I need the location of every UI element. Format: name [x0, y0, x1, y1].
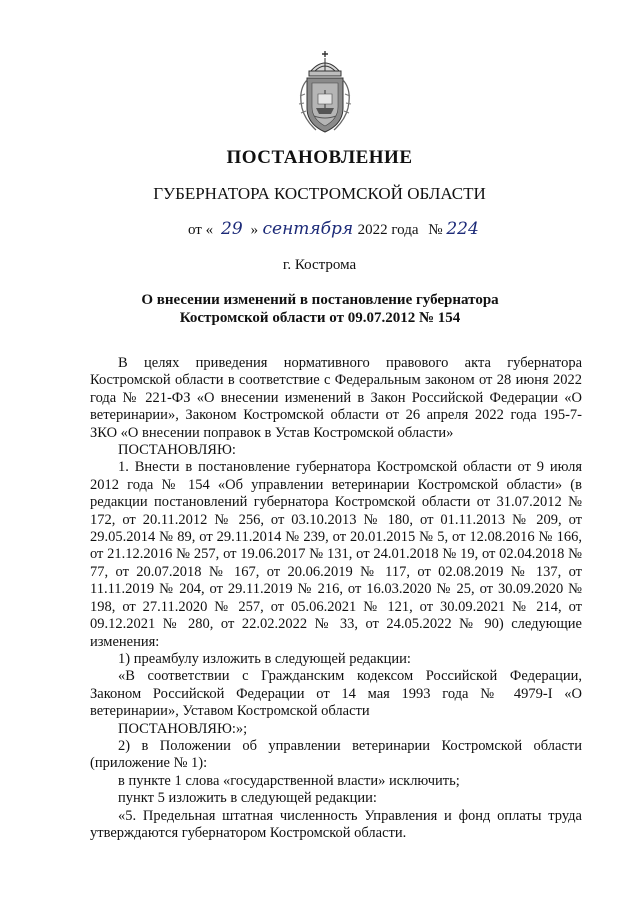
document-title: ПОСТАНОВЛЕНИЕ	[226, 147, 413, 168]
heading-line-2: Костромской области от 09.07.2012 № 154	[179, 310, 461, 326]
body-paragraph: В целях приведения нормативного правового акта губернатора Костромской области в соответствие с Федеральным законом от 28 июня 2022 года № 221-ФЗ «О внесении изменений в Закон Российской Федерации «О ветеринарии», Законом Костромской области от 26 апреля 2022 года 195-7-ЗКО «О внесении поправок в Устав Костромской области»	[90, 355, 582, 441]
document-body	[90, 355, 582, 842]
crown-icon	[309, 51, 341, 76]
heading-line-1: О внесении изменений в постановление губернатора	[141, 292, 499, 308]
city-line: г. Кострома	[282, 257, 357, 273]
body-paragraph: ПОСТАНОВЛЯЮ:»;	[118, 720, 248, 737]
date-line	[188, 219, 479, 239]
date-mid: »	[250, 222, 259, 238]
date-day-handwritten: 29	[221, 219, 243, 239]
shield-icon	[307, 78, 343, 132]
coat-of-arms-emblem	[296, 50, 354, 136]
body-paragraph: «В соответствии с Гражданским кодексом Российской Федерации, Законом Российской Федерации от 14 мая 1993 года № 4979-I «О ветеринарии», Уставом Костромской области	[90, 668, 582, 720]
body-paragraph: в пункте 1 слова «государственной власти» исключить;	[118, 772, 460, 789]
document-number-handwritten: 224	[446, 219, 479, 239]
body-paragraph: пункт 5 изложить в следующей редакции:	[118, 790, 377, 807]
number-prefix: №	[428, 222, 443, 238]
date-year: 2022 года	[357, 222, 419, 238]
date-month-handwritten: сентября	[262, 219, 354, 239]
body-paragraph: 1) преамбулу изложить в следующей редакции:	[118, 650, 411, 667]
body-paragraph: 1. Внести в постановление губернатора Костромской области от 9 июля 2012 года № 154 «Об управлении ветеринарии Костромской области» (в редакции постановлений губернатора Костромской области от 31.07.2012 № 172, от 20.11.2012 № 256, от 03.10.2013 № 180, от 01.11.2013 № 209, от 29.05.2014 № 89, от 29.11.2014 № 239, от 20.01.2015 № 5, от 12.08.2016 № 166, от 21.12.2016 № 257, от 19.06.2017 № 131, от 24.01.2018 № 19, от 02.04.2018 № 77, от 20.07.2018 № 167, от 20.06.2019 № 117, от 02.08.2019 № 137, от 11.11.2019 № 204, от 29.11.2019 № 216, от 16.03.2020 № 25, от 30.09.2020 № 198, от 27.11.2020 № 257, от 05.06.2021 № 121, от 30.09.2021 № 214, от 09.12.2021 № 280, от 22.02.2022 № 33, от 24.05.2022 № 90) следующие изменения:	[90, 459, 582, 650]
date-prefix: от «	[188, 222, 214, 238]
document-heading	[120, 291, 520, 327]
body-paragraph: «5. Предельная штатная численность Управления и фонд оплаты труда утверждаются губернатором Костромской области.	[90, 807, 582, 841]
issuer-subtitle: ГУБЕРНАТОРА КОСТРОМСКОЙ ОБЛАСТИ	[153, 184, 486, 203]
body-paragraph: 2) в Положении об управлении ветеринарии Костромской области (приложение № 1):	[90, 737, 582, 772]
body-paragraph: ПОСТАНОВЛЯЮ:	[118, 442, 236, 459]
